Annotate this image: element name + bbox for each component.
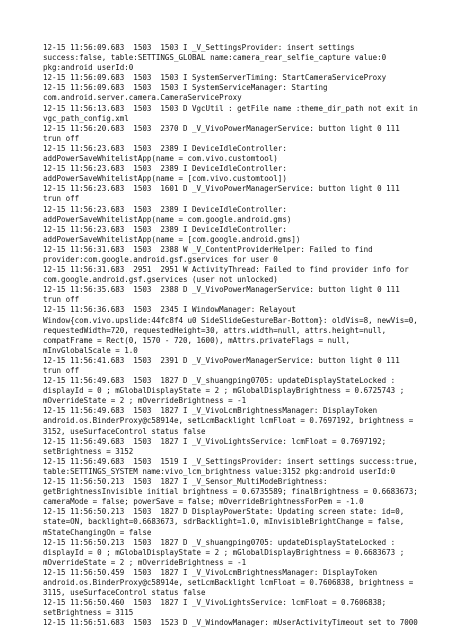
log-line: 12-15 11:56:13.683 1503 1503 D VgcUtil : getFile name :theme_dir_path not exit in xyxy=(43,103,418,113)
log-line: 3152, useSurfaceControl status false xyxy=(43,426,206,436)
log-line: 12-15 11:56:36.683 1503 2345 I WindowManager: Relayout xyxy=(43,305,296,315)
log-line: trun off xyxy=(43,194,80,204)
log-line: 12-15 11:56:09.683 1503 1503 I SystemServerTiming: StartCameraServiceProxy xyxy=(43,73,387,83)
log-line: 12-15 11:56:41.683 1503 2391 D _V_VivoPowerManagerService: button light 0 111 xyxy=(43,355,400,365)
log-line: 12-15 11:56:23.683 1503 2389 I DeviceIdleController: xyxy=(43,164,287,174)
log-line: 12-15 11:56:09.683 1503 1503 I _V_SettingsProvider: insert settings xyxy=(43,43,355,52)
log-line: android.os.BinderProxy@c58914e, setLcmBacklight lcmFloat = 0.7606838, brightness = xyxy=(43,577,414,587)
log-line: state=ON, backlight=0.6683673, sdrBacklight=1.0, mInvisibleBrightChange = false, xyxy=(43,517,405,527)
log-line: 12-15 11:56:49.683 1503 1827 I _V_VivoLightsService: lcmFloat = 0.7697192; xyxy=(43,436,387,446)
log-line: setBrightness = 3115 xyxy=(43,608,134,618)
log-line: mInvGlobalScale = 1.0 xyxy=(43,345,138,355)
log-line: 12-15 11:56:35.683 1503 2388 D _V_VivoPowerManagerService: button light 0 111 xyxy=(43,285,400,295)
log-line: 12-15 11:56:31.683 2951 2951 W ActivityThread: Failed to find provider info for xyxy=(43,265,409,275)
log-line: 12-15 11:56:31.683 1503 2388 W _V_ContentProviderHelper: Failed to find xyxy=(43,244,373,254)
log-line: trun off xyxy=(43,366,80,375)
log-line: 12-15 11:56:49.683 1503 1827 D _V_shuangping0705: updateDisplayStateLocked : xyxy=(43,376,396,386)
log-line: addPowerSaveWhitelistApp(name = com.vivo.customtool) xyxy=(43,154,278,164)
log-line: 12-15 11:56:50.459 1503 1827 I _V_VivoLcmBrightnessManager: DisplayToken xyxy=(43,567,378,577)
log-line: mOverrideState = 2 ; mOverrideBrightness = -1 xyxy=(43,396,247,406)
log-line: requestedWidth=720, requestedHeight=30, attrs.width=null, attrs.height=null, xyxy=(43,325,387,335)
log-line: 12-15 11:56:49.683 1503 1827 I _V_VivoLcmBrightnessManager: DisplayToken xyxy=(43,406,378,416)
log-line: addPowerSaveWhitelistApp(name = com.google.android.gms) xyxy=(43,214,292,224)
log-line: 12-15 11:56:20.683 1503 2370 D _V_VivoPowerManagerService: button light 0 111 xyxy=(43,123,400,133)
log-line: 12-15 11:56:09.683 1503 1503 I SystemServiceManager: Starting xyxy=(43,83,328,93)
log-line: 3115, useSurfaceControl status false xyxy=(43,588,206,598)
log-line: provider:com.google.android.gsf.gservices for user 0 xyxy=(43,254,278,264)
log-line: vgc_path_config.xml xyxy=(43,113,129,123)
log-line: setBrightness = 3152 xyxy=(43,446,134,456)
log-document xyxy=(43,43,443,628)
log-line: android.os.BinderProxy@c58914e, setLcmBacklight lcmFloat = 0.7697192, brightness = xyxy=(43,416,414,426)
log-line: addPowerSaveWhitelistApp(name = [com.google.android.gms]) xyxy=(43,234,301,244)
log-line: cameraMode = false; powerSave = false; mOverrideBrightnessForPem = -1.0 xyxy=(43,497,364,507)
log-line: 12-15 11:56:23.683 1503 2389 I DeviceIdleController: xyxy=(43,224,287,234)
log-line: 12-15 11:56:50.460 1503 1827 I _V_VivoLightsService: lcmFloat = 0.7606838; xyxy=(43,598,387,608)
log-line: 12-15 11:56:23.683 1503 1601 D _V_VivoPowerManagerService: button light 0 111 xyxy=(43,184,400,194)
log-line: 12-15 11:56:50.213 1503 1827 D DisplayPowerState: Updating screen state: id=0, xyxy=(43,507,405,517)
log-line: trun off xyxy=(43,295,80,305)
log-line: success:false, table:SETTINGS_GLOBAL name:camera_rear_selfie_capture value:0 xyxy=(43,53,387,63)
log-line: com.android.server.camera.CameraServiceProxy xyxy=(43,93,242,103)
log-line: 12-15 11:56:50.213 1503 1827 I _V_Sensor_MultiModeBrightness: xyxy=(43,477,328,487)
log-line: mStateChangingOn = false xyxy=(43,527,152,537)
log-line: displayId = 0 ; mGlobalDisplayState = 2 ; mGlobalDisplayBrightness = 0.6683673 ; xyxy=(43,547,405,557)
log-line: Window{com.vivo.upslide:44fc8f4 u0 SideSlideGestureBar-Bottom}: oldVis=8, newVis=0, xyxy=(43,315,418,325)
log-line: 12-15 11:56:23.683 1503 2389 I DeviceIdleController: xyxy=(43,143,287,153)
log-line: getBrightnessInvisible initial brightness = 0.6735589; finalBrightness = 0.6683673; xyxy=(43,487,418,497)
log-line: displayId = 0 ; mGlobalDisplayState = 2 ; mGlobalDisplayBrightness = 0.6725743 ; xyxy=(43,386,405,396)
log-line: 12-15 11:56:49.683 1503 1519 I _V_SettingsProvider: insert settings success:true, xyxy=(43,456,418,466)
log-line: 12-15 11:56:23.683 1503 2389 I DeviceIdleController: xyxy=(43,204,287,214)
log-line: 12-15 11:56:51.683 1503 1523 D _V_WindowManager: mUserActivityTimeout set to 7000 xyxy=(43,618,418,628)
log-line: table:SETTINGS_SYSTEM name:vivo_lcm_brightness value:3152 pkg:android userId:0 xyxy=(43,466,396,476)
log-line: 12-15 11:56:50.213 1503 1827 D _V_shuangping0705: updateDisplayStateLocked : xyxy=(43,537,396,547)
log-line: pkg:android userId:0 xyxy=(43,63,134,73)
log-line: addPowerSaveWhitelistApp(name = [com.vivo.customtool]) xyxy=(43,174,287,184)
log-line: trun off xyxy=(43,133,80,143)
log-line: mOverrideState = 2 ; mOverrideBrightness = -1 xyxy=(43,557,247,567)
log-line: compatFrame = Rect(0, 1570 - 720, 1600), mAttrs.privateFlags = null, xyxy=(43,335,351,345)
log-line: com.google.android.gsf.gservices (user not unlocked) xyxy=(43,275,278,285)
